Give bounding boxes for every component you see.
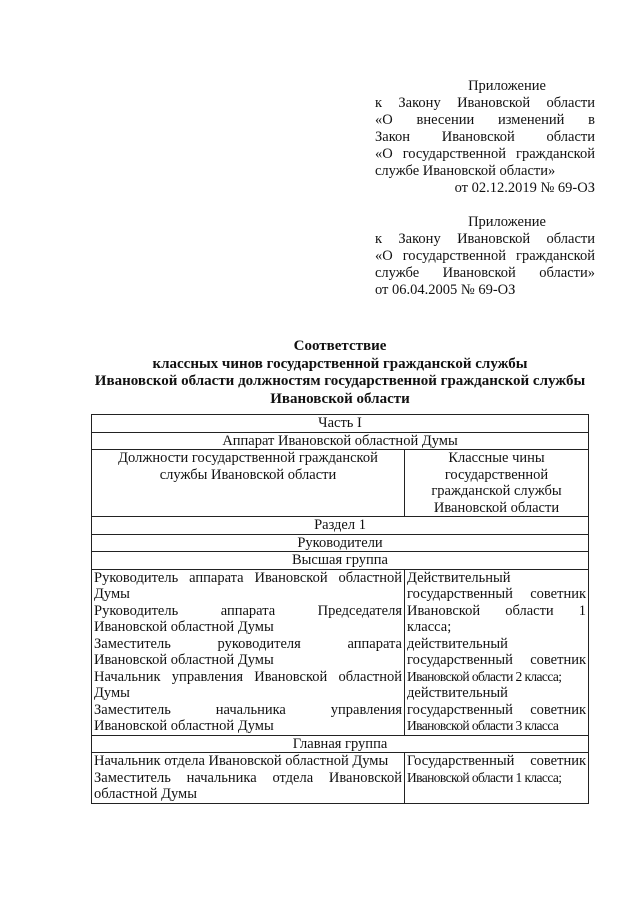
appendix-line: к Закону Ивановской области: [375, 95, 595, 111]
ranks-cell: [405, 753, 589, 804]
position-line: Заместитель руководителя аппарата: [94, 635, 402, 652]
table-row: [92, 415, 589, 433]
appendix-date-number: от 06.04.2005 № 69-ОЗ: [375, 282, 516, 298]
position-line: Руководитель аппарата Ивановской областной: [94, 569, 402, 586]
position-line: областной Думы: [94, 786, 197, 802]
appendix-line: «О государственной гражданской: [375, 146, 595, 162]
document-title: [70, 338, 610, 408]
header-ranks: [405, 450, 589, 517]
rank-line: действительный: [407, 685, 508, 701]
position-line: Ивановской областной Думы: [94, 652, 274, 668]
table-row: [92, 569, 589, 735]
table-row: [92, 534, 589, 552]
appendix-line: «О государственной гражданской: [375, 248, 595, 264]
header-line: Ивановской области: [433, 499, 560, 516]
table-row: [92, 753, 589, 804]
rank-line: Ивановской области 1: [407, 602, 587, 619]
appendix-date-number: от 02.12.2019 № 69-ОЗ: [454, 180, 595, 196]
rank-line: Действительный: [407, 569, 511, 586]
position-line: Думы: [94, 685, 130, 701]
appendix-line: службе Ивановской области»: [375, 265, 595, 281]
table-row: [92, 735, 589, 753]
header-line: гражданской службы: [431, 483, 562, 499]
position-line: Ивановской областной Думы: [94, 718, 274, 734]
position-line: Думы: [94, 586, 130, 602]
header-line: Классные чины: [448, 450, 545, 466]
rank-line: Государственный советник: [407, 753, 587, 769]
rank-line: класса;: [407, 619, 452, 635]
appendix-line: Закон Ивановской области: [375, 129, 595, 145]
positions-cell: [92, 569, 405, 735]
position-line: Начальник управления Ивановской областной: [94, 668, 402, 685]
rank-line: Ивановской области 3 класса: [407, 718, 559, 733]
rank-line: Ивановской области 2 класса;: [407, 668, 562, 684]
rank-line: государственный советник: [407, 586, 587, 602]
group-heading: Главная группа: [92, 735, 589, 753]
title-line: Ивановской области: [270, 390, 410, 407]
header-line: государственной: [444, 466, 549, 483]
correspondence-table: [91, 414, 589, 804]
table-header-row: [92, 450, 589, 517]
table-row: [92, 517, 589, 535]
rank-line: действительный: [407, 635, 508, 652]
position-line: Заместитель начальника отдела Ивановской: [94, 769, 402, 786]
appendix-line: службе Ивановской области»: [375, 163, 556, 179]
position-line: Ивановской областной Думы: [94, 619, 274, 635]
appendix-caption: Приложение: [468, 78, 546, 94]
position-line: Заместитель начальника управления: [94, 701, 402, 718]
rank-line: государственный советник: [407, 701, 587, 718]
position-line: Начальник отдела Ивановской областной Думы: [94, 753, 389, 769]
rank-line: Ивановской области 1 класса;: [407, 769, 562, 785]
title-line: классных чинов государственной гражданской службы: [152, 355, 528, 372]
table-row: [92, 552, 589, 570]
appendix-original-law: [375, 214, 595, 299]
appendix-current-law: [375, 78, 595, 197]
header-line: Должности государственной гражданской: [118, 450, 378, 466]
section-heading: Раздел 1: [92, 517, 589, 535]
appendix-line: «О внесении изменений в: [375, 112, 595, 128]
header-positions: [92, 450, 405, 517]
appendix-line: к Закону Ивановской области: [375, 231, 595, 247]
position-line: Руководитель аппарата Председателя: [94, 602, 402, 619]
category-heading: Руководители: [92, 534, 589, 552]
part-heading: Часть I: [92, 415, 589, 433]
positions-cell: [92, 753, 405, 804]
ranks-cell: [405, 569, 589, 735]
rank-line: государственный советник: [407, 652, 587, 668]
body-heading: Аппарат Ивановской областной Думы: [92, 432, 589, 450]
table-row: [92, 432, 589, 450]
appendix-caption: Приложение: [468, 214, 546, 230]
title-line: Ивановской области должностям государственной гражданской службы: [94, 373, 586, 389]
header-line: службы Ивановской области: [159, 466, 337, 483]
title-line: Соответствие: [293, 338, 387, 354]
group-heading: Высшая группа: [92, 552, 589, 570]
